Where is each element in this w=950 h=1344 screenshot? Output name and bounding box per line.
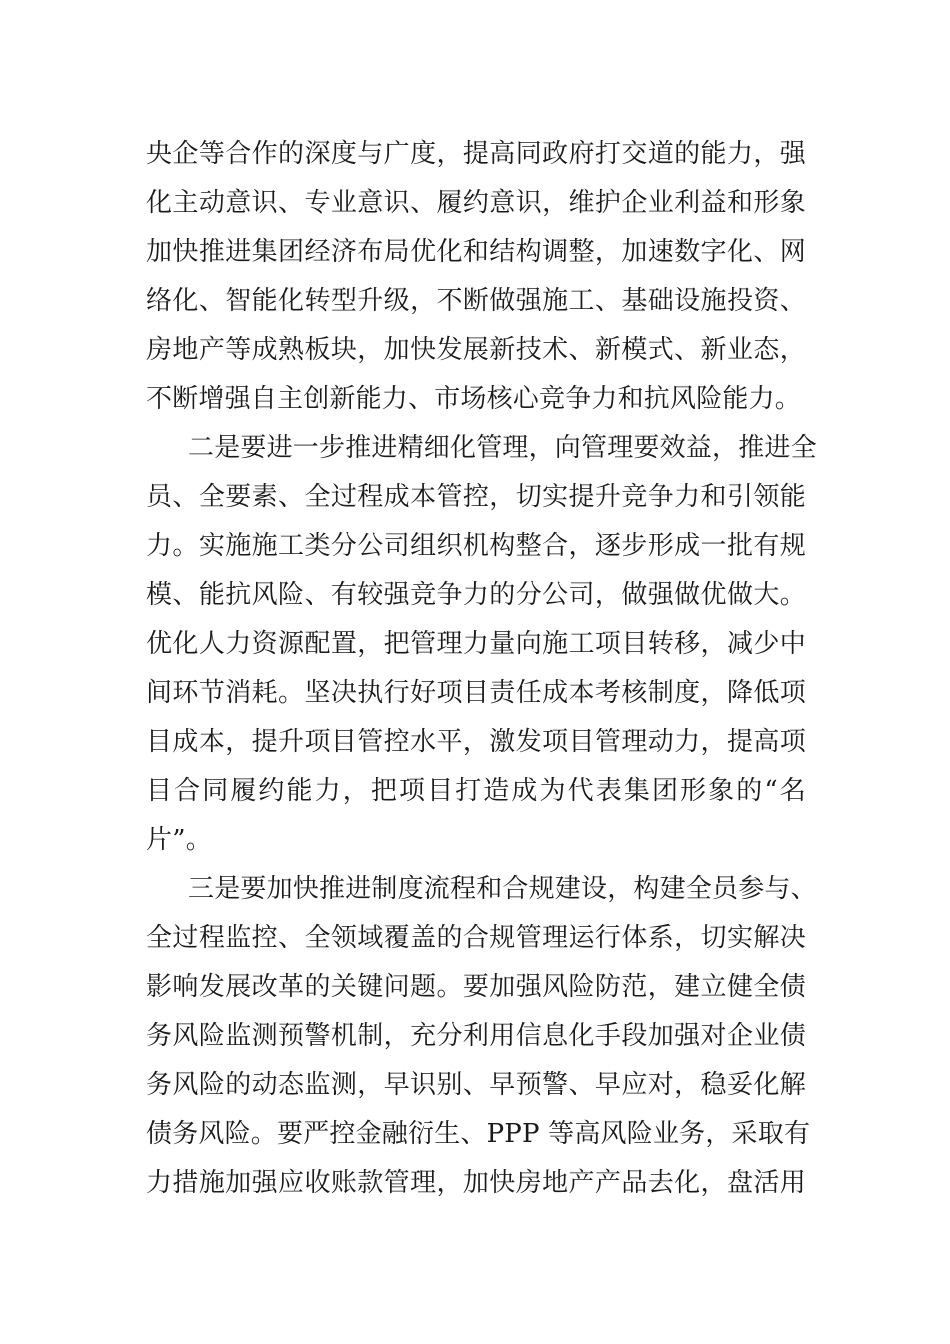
p1-line-6: 不断增强自主创新能力、市场核心竞争力和抗风险能力。 <box>146 384 802 414</box>
p2-line-4: 模、能抗风险、有较强竞争力的分公司，做强做优做大。 <box>146 580 806 610</box>
p3-line-2: 全过程监控、全领域覆盖的合规管理运行体系，切实解决 <box>146 923 806 953</box>
p2-line-6: 间环节消耗。坚决执行好项目责任成本考核制度，降低项 <box>146 678 806 708</box>
p2-line-1: 二是要进一步推进精细化管理，向管理要效益，推进全 <box>188 433 817 463</box>
p3-line-7: 力措施加强应收账款管理，加快房地产产品去化，盘活用 <box>146 1168 806 1198</box>
p2-line-7: 目成本，提升项目管控水平，激发项目管理动力，提高项 <box>146 727 806 757</box>
p2-line-9: 片”。 <box>146 825 212 855</box>
p3-line-1: 三是要加快推进制度流程和合规建设，构建全员参与、 <box>188 874 817 904</box>
p1-line-3: 加快推进集团经济布局优化和结构调整，加速数字化、网 <box>146 237 806 267</box>
p1-line-4: 络化、智能化转型升级，不断做强施工、基础设施投资、 <box>146 286 806 316</box>
p1-line-5: 房地产等成熟板块，加快发展新技术、新模式、新业态， <box>146 335 806 365</box>
p3-line-4: 务风险监测预警机制，充分利用信息化手段加强对企业债 <box>146 1021 806 1051</box>
p2-line-8: 目合同履约能力，把项目打造成为代表集团形象的“名 <box>146 776 806 806</box>
p2-line-5: 优化人力资源配置，把管理力量向施工项目转移，减少中 <box>146 629 806 659</box>
p2-line-3: 力。实施施工类分公司组织机构整合，逐步形成一批有规 <box>146 531 806 561</box>
p3-line-6: 债务风险。要严控金融衍生、PPP 等高风险业务，采取有 <box>146 1119 811 1149</box>
p3-line-5: 务风险的动态监测，早识别、早预警、早应对，稳妥化解 <box>146 1070 806 1100</box>
p1-line-1: 央企等合作的深度与广度，提高同政府打交道的能力，强 <box>146 139 806 169</box>
p3-line-3: 影响发展改革的关键问题。要加强风险防范，建立健全债 <box>146 972 806 1002</box>
p1-line-2: 化主动意识、专业意识、履约意识，维护企业利益和形象 <box>146 188 806 218</box>
p2-line-2: 员、全要素、全过程成本管控，切实提升竞争力和引领能 <box>146 482 806 512</box>
